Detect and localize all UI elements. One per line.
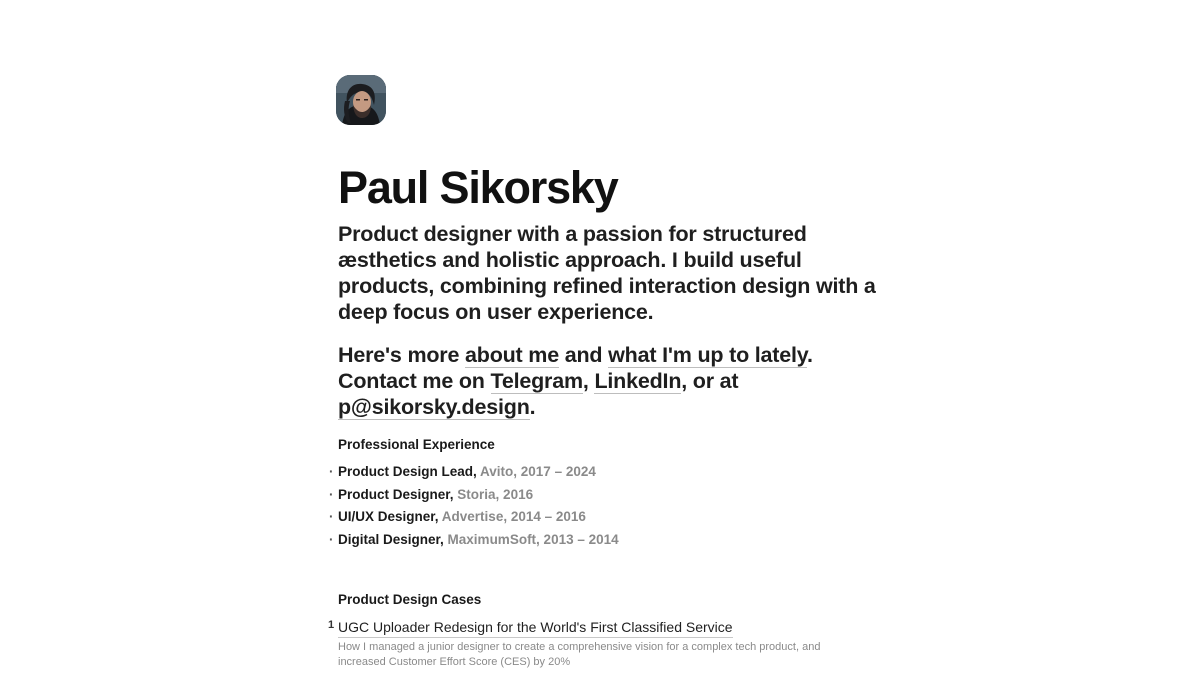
contact-paragraph xyxy=(338,342,878,420)
case-item xyxy=(328,617,858,670)
bullet-icon: · xyxy=(329,486,334,502)
bullet-icon: · xyxy=(329,464,334,479)
experience-list xyxy=(329,461,619,551)
case-title-link[interactable]: UGC Uploader Redesign for the World's First Classified Service xyxy=(338,617,733,638)
contact-text: . Contact me on xyxy=(338,343,813,393)
experience-role: Product Design Lead, xyxy=(338,464,477,479)
case-description: How I managed a junior designer to create a comprehensive vision for a complex tech product, and increased Customer Effort Score (CES) by 20% xyxy=(338,641,821,668)
linkedin-link[interactable]: LinkedIn xyxy=(594,369,682,393)
experience-company: Storia, 2016 xyxy=(457,486,534,502)
cases-heading: Product Design Cases xyxy=(338,592,482,607)
email-link[interactable]: p@sikorsky.design xyxy=(338,395,530,419)
experience-item xyxy=(329,529,619,552)
experience-role: Product Designer, xyxy=(338,486,454,502)
experience-item xyxy=(329,461,619,484)
avatar xyxy=(336,75,386,125)
experience-company: MaximumSoft, 2013 – 2014 xyxy=(447,531,619,547)
contact-text: and xyxy=(558,343,609,367)
experience-item xyxy=(329,484,619,507)
contact-text: Here's more xyxy=(338,343,465,367)
telegram-link[interactable]: Telegram xyxy=(490,369,583,393)
experience-item xyxy=(329,506,619,529)
lately-link[interactable]: what I'm up to lately xyxy=(608,343,807,367)
intro-text: Product designer with a passion for structured æsthetics and holistic approach. I build useful products, combining refined interaction design with a deep focus on user experience. xyxy=(338,222,876,324)
bullet-icon: · xyxy=(329,531,334,547)
experience-role: Digital Designer, xyxy=(338,531,444,547)
experience-heading: Professional Experience xyxy=(338,437,495,452)
experience-company: Avito, 2017 – 2024 xyxy=(480,464,596,479)
page-title: Paul Sikorsky xyxy=(338,162,618,213)
contact-text: , xyxy=(582,369,595,393)
bullet-icon: · xyxy=(329,509,334,524)
contact-text: , or at xyxy=(681,369,739,393)
case-number: 1 xyxy=(328,619,335,631)
experience-company: Advertise, 2014 – 2016 xyxy=(441,509,586,524)
contact-text: . xyxy=(529,395,536,419)
experience-role: UI/UX Designer, xyxy=(338,509,439,524)
portrait-image xyxy=(336,75,386,125)
about-me-link[interactable]: about me xyxy=(465,343,559,367)
